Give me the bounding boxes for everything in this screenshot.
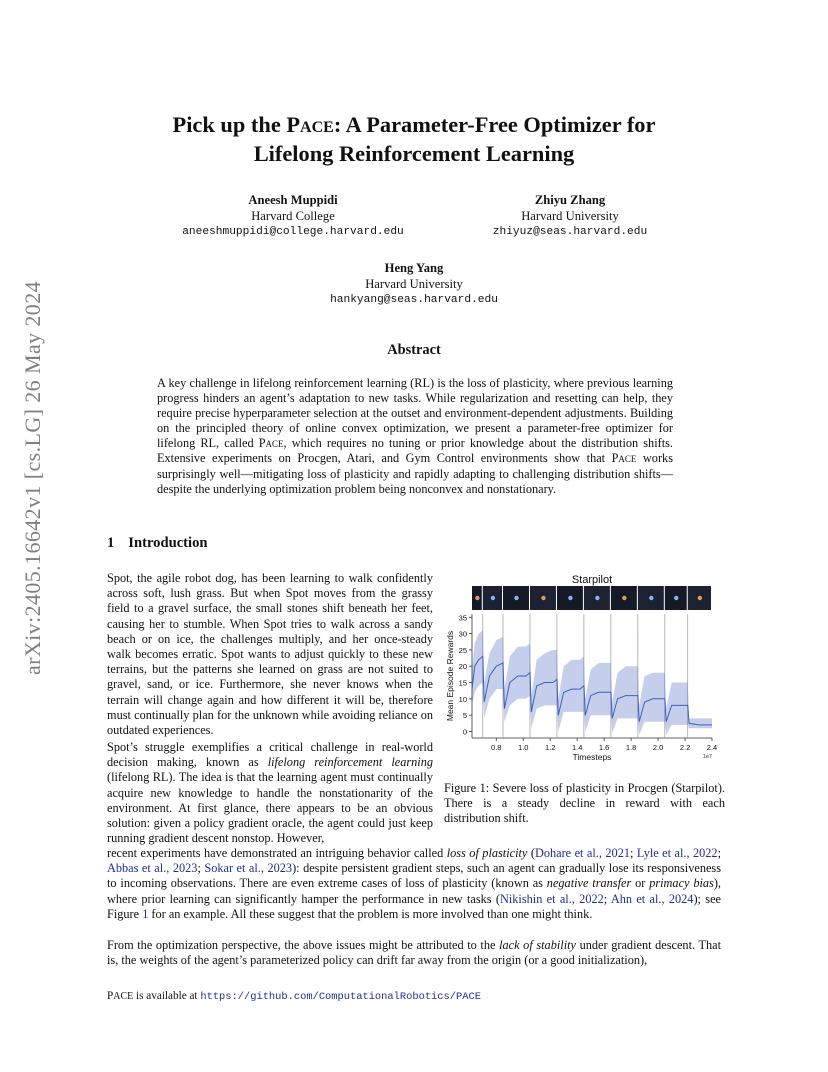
author-name: Aneesh Muppidi [248,193,338,207]
y-tick-label: 10 [458,694,467,704]
citation-link[interactable]: Lyle et al., 2022 [636,846,718,860]
confidence-band [472,630,712,734]
paper-title: Pick up the Pace: A Parameter-Free Optimizer for Lifelong Reinforcement Learning [172,112,656,166]
y-tick-label: 35 [458,613,467,623]
x-tick-label: 1.6 [598,743,610,752]
y-axis-label: Mean Episode Rewards [445,630,455,722]
y-tick-label: 0 [462,727,467,737]
footnote: PACE is available at https://github.com/ComputationalRobotics/PACE [107,990,481,1003]
author-email: aneeshmuppidi@college.harvard.edu [182,226,404,238]
author-block [478,192,662,240]
section-heading: 1 Introduction [107,535,208,551]
abstract-heading: Abstract [387,342,441,358]
author-affiliation: Harvard University [521,209,619,223]
citation-link[interactable]: Dohare et al., 2021 [534,846,630,860]
game-sprite-icon [514,596,518,600]
author-name: Heng Yang [384,261,444,275]
y-tick-label: 15 [458,678,467,688]
intro-paragraph-3: From the optimization perspective, the above issues might be attributed to the lack of stability under gradient descent. That is, the weights of the agent’s parameterized policy can drift far away from the origin (or a good initialization), [107,938,721,968]
game-sprite-icon [622,596,626,600]
citation-link[interactable]: Ahn et al., 2024 [610,891,694,906]
y-tick-label: 5 [462,711,467,721]
author-block [314,260,514,308]
x-tick-label: 2.2 [679,743,691,752]
figure-caption: Figure 1: Severe loss of plasticity in Procgen (Starpilot). There is a steady decline in reward with each distribution shift. [444,781,725,826]
game-sprite-icon [491,596,495,600]
starpilot-chart [444,570,724,775]
x-axis-label: Timesteps [572,752,612,762]
citation-link[interactable]: Abbas et al., 2023 [107,861,198,876]
x-tick-label: 2.0 [652,743,664,752]
x-tick-label: 1.2 [544,743,556,752]
author-affiliation: Harvard College [251,209,335,223]
y-tick-label: 25 [458,645,467,655]
game-sprite-icon [595,596,599,600]
x-tick-label: 1.4 [571,743,583,752]
author-affiliation: Harvard University [365,277,463,291]
x-tick-label: 1.8 [625,743,637,752]
author-email: zhiyuz@seas.harvard.edu [492,226,648,238]
figure-reference-link[interactable]: 1 [142,906,149,921]
x-tick-label: 1.0 [518,743,529,752]
author-block [175,192,411,240]
game-sprite-icon [674,596,678,600]
game-sprite-icon [541,596,545,600]
x-scale-label: 1e7 [702,754,712,760]
y-tick-label: 20 [458,662,467,672]
intro-paragraph-2-continued: recent experiments have demonstrated an intriguing behavior called loss of plasticity (Dohare et al., 2021; Lyle et al., 2022; Abbas et al., 2023; Sokar et al., 2023): despite persistent gradient steps, such an agent can gradually lose its responsiveness to incoming observations. There are even extreme cases of loss of plasticity (known as negative transfer or primacy bias), where prior learning can significantly hamper the performance in new tasks (Nikishin et al., 2022; Ahn et al., 2024); see Figure 1 for an example. All these suggest that the problem is more involved than one might think. [107,846,722,921]
abstract-text: A key challenge in lifelong reinforcement learning (RL) is the loss of plasticity, where previous learning progress hinders an agent’s adaptation to new tasks. While regularization and resetting can help, they require precise hyperparameter selection at the outset and environment-dependent adjustments. Building on the principled theory of online convex optimization, we present a parameter-free optimizer for lifelong RL, called Pace, which requires no tuning or prior knowledge about the distribution shifts. Extensive experiments on Procgen, Atari, and Gym Control environments show that Pace works surprisingly well—mitigating loss of plasticity and rapidly adapting to challenging distribution shifts—despite the underlying optimization problem being nonconvex and nonstationary. [157,376,673,496]
citation-link[interactable]: Nikishin et al., 2022 [499,891,604,906]
author-name: Zhiyu Zhang [534,193,606,207]
chart-title: Starpilot [571,574,613,586]
arxiv-identifier: arXiv:2405.16642v1 [cs.LG] 26 May 2024 [20,280,45,676]
intro-paragraph-2: Spot’s struggle exemplifies a critical challenge in real-world decision making, known as lifelong reinforcement learning (lifelong RL). The idea is that the learning agent must continually acquire new knowledge to handle the nonstationarity of the environment. At first glance, there appears to be an obvious solution: given a policy gradient oracle, the agent could just keep running gradient descent nonstop. However, [107,740,434,846]
intro-paragraph-1: Spot, the agile robot dog, has been learning to walk confidently across soft, lush grass. But when Spot moves from the grassy field to a gravel surface, the small stones shift beneath her feet, causing her to stumble. When Spot tries to walk across a sandy beach or on ice, the challenges multiply, and her once-steady walk becomes erratic. Spot wants to adjust quickly to these new terrains, but the patterns she learned on grass are not suited to gravel, sand, or ice. Furthermore, she never knows when the terrain will change again and how different it will be, therefore must continually plan for the unknown while avoiding reliance on outdated experiences. [107,571,433,738]
figure-starpilot [444,570,724,775]
game-sprite-icon [568,596,572,600]
x-tick-label: 0.8 [491,743,502,752]
citation-link[interactable]: Sokar et al., 2023 [204,861,293,876]
game-sprite-icon [698,596,702,600]
repository-link[interactable]: https://github.com/ComputationalRobotics/PACE [200,991,481,1003]
x-tick-label: 2.4 [706,743,718,752]
game-sprite-icon [649,596,653,600]
game-sprite-icon [475,596,479,600]
y-tick-label: 30 [458,629,467,639]
author-email: hankyang@seas.harvard.edu [330,294,498,306]
